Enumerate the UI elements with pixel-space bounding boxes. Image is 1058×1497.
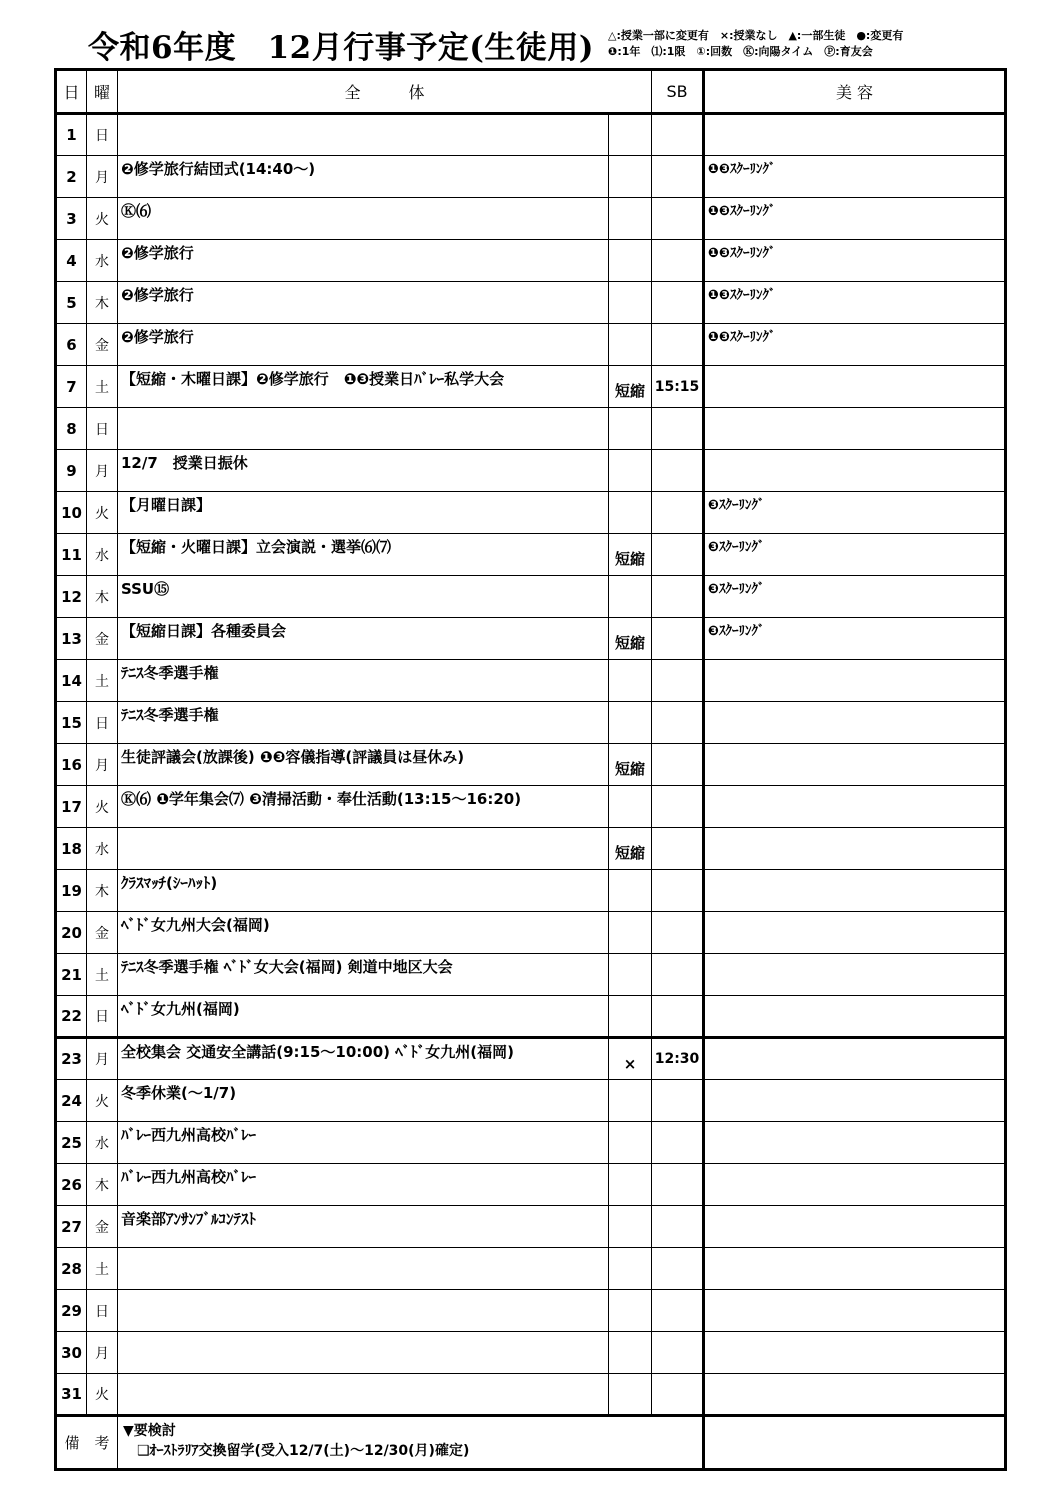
day-number: 16 — [56, 744, 87, 786]
schedule-mark — [609, 450, 652, 492]
day-of-week: 土 — [87, 1248, 118, 1290]
sb-time — [652, 408, 704, 450]
day-row — [56, 1080, 1006, 1122]
sb-time: 12:30 — [652, 1038, 704, 1080]
beauty-text — [704, 660, 1006, 702]
day-of-week: 日 — [87, 114, 118, 156]
day-of-week: 火 — [87, 1374, 118, 1416]
day-of-week: 水 — [87, 828, 118, 870]
schedule-mark: 短縮 — [609, 366, 652, 408]
day-number: 1 — [56, 114, 87, 156]
day-number: 28 — [56, 1248, 87, 1290]
sb-time — [652, 492, 704, 534]
day-row — [56, 1248, 1006, 1290]
event-text: 【短縮・木曜日課】❷修学旅行 ❶❸授業日ﾊﾞﾚｰ私学大会 — [118, 366, 609, 408]
day-number: 8 — [56, 408, 87, 450]
day-of-week: 日 — [87, 702, 118, 744]
sb-time — [652, 996, 704, 1038]
day-row — [56, 1332, 1006, 1374]
day-number: 15 — [56, 702, 87, 744]
event-text: ❷修学旅行 — [118, 282, 609, 324]
sb-time — [652, 1164, 704, 1206]
day-row — [56, 954, 1006, 996]
schedule-mark — [609, 1164, 652, 1206]
sb-time — [652, 324, 704, 366]
beauty-text — [704, 786, 1006, 828]
beauty-text — [704, 1332, 1006, 1374]
beauty-text: ❶❸ｽｸｰﾘﾝｸﾞ — [704, 240, 1006, 282]
schedule-mark — [609, 324, 652, 366]
beauty-text: ❶❸ｽｸｰﾘﾝｸﾞ — [704, 156, 1006, 198]
day-number: 3 — [56, 198, 87, 240]
beauty-text — [704, 870, 1006, 912]
day-number: 11 — [56, 534, 87, 576]
day-of-week: 月 — [87, 450, 118, 492]
event-text: ﾍﾞﾄﾞ女九州(福岡) — [118, 996, 609, 1038]
schedule-mark — [609, 198, 652, 240]
day-number: 27 — [56, 1206, 87, 1248]
notes-row — [56, 1416, 1006, 1470]
day-of-week: 水 — [87, 1122, 118, 1164]
beauty-text — [704, 954, 1006, 996]
day-number: 22 — [56, 996, 87, 1038]
notes-line-1: ▼要検討 — [123, 1423, 176, 1440]
day-number: 30 — [56, 1332, 87, 1374]
schedule-mark — [609, 786, 652, 828]
day-row — [56, 996, 1006, 1038]
sb-time — [652, 744, 704, 786]
day-number: 17 — [56, 786, 87, 828]
day-row — [56, 1206, 1006, 1248]
event-text — [118, 1290, 609, 1332]
schedule-mark — [609, 1248, 652, 1290]
sb-time — [652, 954, 704, 996]
schedule-mark — [609, 870, 652, 912]
schedule-table — [54, 68, 1007, 1471]
legend-line-1: △:授業一部に変更有 ×:授業なし ▲:一部生徒 ●:変更有 — [608, 29, 904, 42]
day-of-week: 金 — [87, 324, 118, 366]
beauty-text — [704, 1206, 1006, 1248]
beauty-text — [704, 912, 1006, 954]
day-number: 6 — [56, 324, 87, 366]
day-of-week: 金 — [87, 912, 118, 954]
sb-time — [652, 1332, 704, 1374]
day-row — [56, 828, 1006, 870]
day-number: 12 — [56, 576, 87, 618]
day-row — [56, 156, 1006, 198]
schedule-mark — [609, 1206, 652, 1248]
day-of-week: 日 — [87, 1290, 118, 1332]
day-of-week: 水 — [87, 534, 118, 576]
header-row — [56, 70, 1006, 114]
notes-beauty — [704, 1416, 1006, 1470]
schedule-mark — [609, 1080, 652, 1122]
beauty-text — [704, 1290, 1006, 1332]
day-row — [56, 534, 1006, 576]
day-row — [56, 618, 1006, 660]
schedule-mark — [609, 912, 652, 954]
day-number: 14 — [56, 660, 87, 702]
schedule-mark — [609, 492, 652, 534]
day-number: 24 — [56, 1080, 87, 1122]
sb-time — [652, 828, 704, 870]
schedule-mark: × — [609, 1038, 652, 1080]
sb-time — [652, 1122, 704, 1164]
day-row — [56, 1374, 1006, 1416]
beauty-text — [704, 744, 1006, 786]
day-number: 25 — [56, 1122, 87, 1164]
day-number: 9 — [56, 450, 87, 492]
sb-time — [652, 156, 704, 198]
day-row — [56, 114, 1006, 156]
beauty-text — [704, 1248, 1006, 1290]
day-row — [56, 702, 1006, 744]
day-row — [56, 198, 1006, 240]
event-text: 【短縮日課】各種委員会 — [118, 618, 609, 660]
sb-time — [652, 660, 704, 702]
day-number: 23 — [56, 1038, 87, 1080]
event-text: ﾊﾞﾚｰ西九州高校ﾊﾞﾚｰ — [118, 1164, 609, 1206]
sb-time — [652, 450, 704, 492]
day-row — [56, 1164, 1006, 1206]
beauty-text — [704, 1038, 1006, 1080]
day-number: 2 — [56, 156, 87, 198]
beauty-text: ❸ｽｸｰﾘﾝｸﾞ — [704, 534, 1006, 576]
schedule-mark: 短縮 — [609, 618, 652, 660]
event-text: 【短縮・火曜日課】立会演説・選挙⑹⑺ — [118, 534, 609, 576]
beauty-text: ❸ｽｸｰﾘﾝｸﾞ — [704, 576, 1006, 618]
beauty-text — [704, 114, 1006, 156]
sb-time — [652, 618, 704, 660]
event-text — [118, 1332, 609, 1374]
day-of-week: 火 — [87, 786, 118, 828]
day-of-week: 日 — [87, 996, 118, 1038]
day-of-week: 金 — [87, 618, 118, 660]
sb-time — [652, 114, 704, 156]
event-text: Ⓚ⑹ ❶学年集会⑺ ❸清掃活動・奉仕活動(13:15～16:20) — [118, 786, 609, 828]
schedule-mark — [609, 408, 652, 450]
schedule-mark: 短縮 — [609, 744, 652, 786]
beauty-text — [704, 408, 1006, 450]
day-number: 21 — [56, 954, 87, 996]
sb-time — [652, 1206, 704, 1248]
schedule-mark — [609, 996, 652, 1038]
day-row — [56, 1038, 1006, 1080]
sb-time — [652, 282, 704, 324]
sb-time — [652, 786, 704, 828]
sb-time — [652, 1080, 704, 1122]
day-number: 19 — [56, 870, 87, 912]
event-text: 生徒評議会(放課後) ❶❸容儀指導(評議員は昼休み) — [118, 744, 609, 786]
schedule-mark: 短縮 — [609, 828, 652, 870]
beauty-text — [704, 996, 1006, 1038]
day-of-week: 月 — [87, 1038, 118, 1080]
event-text: ❷修学旅行 — [118, 240, 609, 282]
day-of-week: 水 — [87, 240, 118, 282]
day-row — [56, 660, 1006, 702]
day-row — [56, 240, 1006, 282]
day-of-week: 日 — [87, 408, 118, 450]
schedule-mark — [609, 576, 652, 618]
day-row — [56, 366, 1006, 408]
header-sb: SB — [652, 70, 704, 114]
day-row — [56, 912, 1006, 954]
event-text: Ⓚ⑹ — [118, 198, 609, 240]
schedule-mark — [609, 702, 652, 744]
header-dow: 曜 — [87, 70, 118, 114]
legend — [608, 28, 903, 60]
event-text: ｸﾗｽﾏｯﾁ(ｼｰﾊｯﾄ) — [118, 870, 609, 912]
day-of-week: 木 — [87, 1164, 118, 1206]
day-of-week: 火 — [87, 492, 118, 534]
sb-time — [652, 702, 704, 744]
sb-time — [652, 1290, 704, 1332]
day-row — [56, 324, 1006, 366]
event-text: ﾍﾞﾄﾞ女九州大会(福岡) — [118, 912, 609, 954]
sb-time — [652, 198, 704, 240]
notes-body — [118, 1416, 704, 1470]
event-text: ❷修学旅行 — [118, 324, 609, 366]
day-number: 13 — [56, 618, 87, 660]
day-number: 26 — [56, 1164, 87, 1206]
header-beauty: 美 容 — [704, 70, 1006, 114]
event-text: ﾃﾆｽ冬季選手権 — [118, 660, 609, 702]
event-text — [118, 408, 609, 450]
event-text — [118, 1374, 609, 1416]
day-row — [56, 408, 1006, 450]
day-of-week: 土 — [87, 366, 118, 408]
beauty-text — [704, 366, 1006, 408]
day-of-week: 金 — [87, 1206, 118, 1248]
day-number: 18 — [56, 828, 87, 870]
schedule-mark — [609, 282, 652, 324]
beauty-text: ❶❸ｽｸｰﾘﾝｸﾞ — [704, 282, 1006, 324]
day-of-week: 土 — [87, 954, 118, 996]
header-day: 日 — [56, 70, 87, 114]
day-row — [56, 576, 1006, 618]
event-text: ﾃﾆｽ冬季選手権 — [118, 702, 609, 744]
event-text: 【月曜日課】 — [118, 492, 609, 534]
schedule-mark: 短縮 — [609, 534, 652, 576]
day-row — [56, 870, 1006, 912]
day-of-week: 月 — [87, 156, 118, 198]
sb-time — [652, 240, 704, 282]
beauty-text: ❶❸ｽｸｰﾘﾝｸﾞ — [704, 324, 1006, 366]
day-of-week: 火 — [87, 198, 118, 240]
beauty-text: ❸ｽｸｰﾘﾝｸﾞ — [704, 492, 1006, 534]
beauty-text — [704, 1374, 1006, 1416]
day-number: 4 — [56, 240, 87, 282]
day-row — [56, 786, 1006, 828]
day-row — [56, 492, 1006, 534]
day-row — [56, 282, 1006, 324]
event-text: 音楽部ｱﾝｻﾝﾌﾞﾙｺﾝﾃｽﾄ — [118, 1206, 609, 1248]
day-of-week: 火 — [87, 1080, 118, 1122]
day-of-week: 木 — [87, 870, 118, 912]
day-number: 20 — [56, 912, 87, 954]
day-number: 31 — [56, 1374, 87, 1416]
beauty-text — [704, 1080, 1006, 1122]
day-row — [56, 1290, 1006, 1332]
sb-time — [652, 534, 704, 576]
day-of-week: 月 — [87, 1332, 118, 1374]
schedule-mark — [609, 1374, 652, 1416]
beauty-text — [704, 1122, 1006, 1164]
day-number: 29 — [56, 1290, 87, 1332]
sb-time — [652, 912, 704, 954]
event-text: 冬季休業(～1/7) — [118, 1080, 609, 1122]
day-number: 10 — [56, 492, 87, 534]
event-text: SSU⑮ — [118, 576, 609, 618]
event-text: 12/7 授業日振休 — [118, 450, 609, 492]
day-number: 5 — [56, 282, 87, 324]
day-number: 7 — [56, 366, 87, 408]
notes-label: 備 考 — [56, 1416, 118, 1470]
event-text — [118, 114, 609, 156]
day-of-week: 木 — [87, 576, 118, 618]
schedule-mark — [609, 954, 652, 996]
beauty-text — [704, 450, 1006, 492]
schedule-mark — [609, 156, 652, 198]
notes-line-2: ❑ｵｰｽﾄﾗﾘｱ交換留学(受入12/7(土)～12/30(月)確定) — [123, 1443, 470, 1460]
beauty-text — [704, 1164, 1006, 1206]
event-text — [118, 828, 609, 870]
day-row — [56, 450, 1006, 492]
day-of-week: 月 — [87, 744, 118, 786]
day-row — [56, 1122, 1006, 1164]
day-row — [56, 744, 1006, 786]
day-of-week: 木 — [87, 282, 118, 324]
schedule-mark — [609, 1332, 652, 1374]
header-all: 全 体 — [118, 70, 652, 114]
event-text: ﾊﾞﾚｰ西九州高校ﾊﾞﾚｰ — [118, 1122, 609, 1164]
day-of-week: 土 — [87, 660, 118, 702]
page-title: 令和6年度 12月行事予定(生徒用) — [88, 30, 595, 66]
beauty-text — [704, 828, 1006, 870]
sb-time — [652, 1248, 704, 1290]
event-text: 全校集会 交通安全講話(9:15～10:00) ﾍﾞﾄﾞ女九州(福岡) — [118, 1038, 609, 1080]
beauty-text: ❸ｽｸｰﾘﾝｸﾞ — [704, 618, 1006, 660]
beauty-text: ❶❸ｽｸｰﾘﾝｸﾞ — [704, 198, 1006, 240]
schedule-mark — [609, 660, 652, 702]
sb-time: 15:15 — [652, 366, 704, 408]
beauty-text — [704, 702, 1006, 744]
sb-time — [652, 870, 704, 912]
schedule-mark — [609, 1290, 652, 1332]
sb-time — [652, 1374, 704, 1416]
schedule-mark — [609, 114, 652, 156]
event-text — [118, 1248, 609, 1290]
schedule-mark — [609, 1122, 652, 1164]
event-text: ﾃﾆｽ冬季選手権 ﾍﾞﾄﾞ女大会(福岡) 剣道中地区大会 — [118, 954, 609, 996]
sb-time — [652, 576, 704, 618]
legend-line-2: ❶:1年 ⑴:1限 ①:回数 Ⓚ:向陽タイム Ⓟ:育友会 — [608, 45, 873, 58]
event-text: ❷修学旅行結団式(14:40～) — [118, 156, 609, 198]
schedule-mark — [609, 240, 652, 282]
